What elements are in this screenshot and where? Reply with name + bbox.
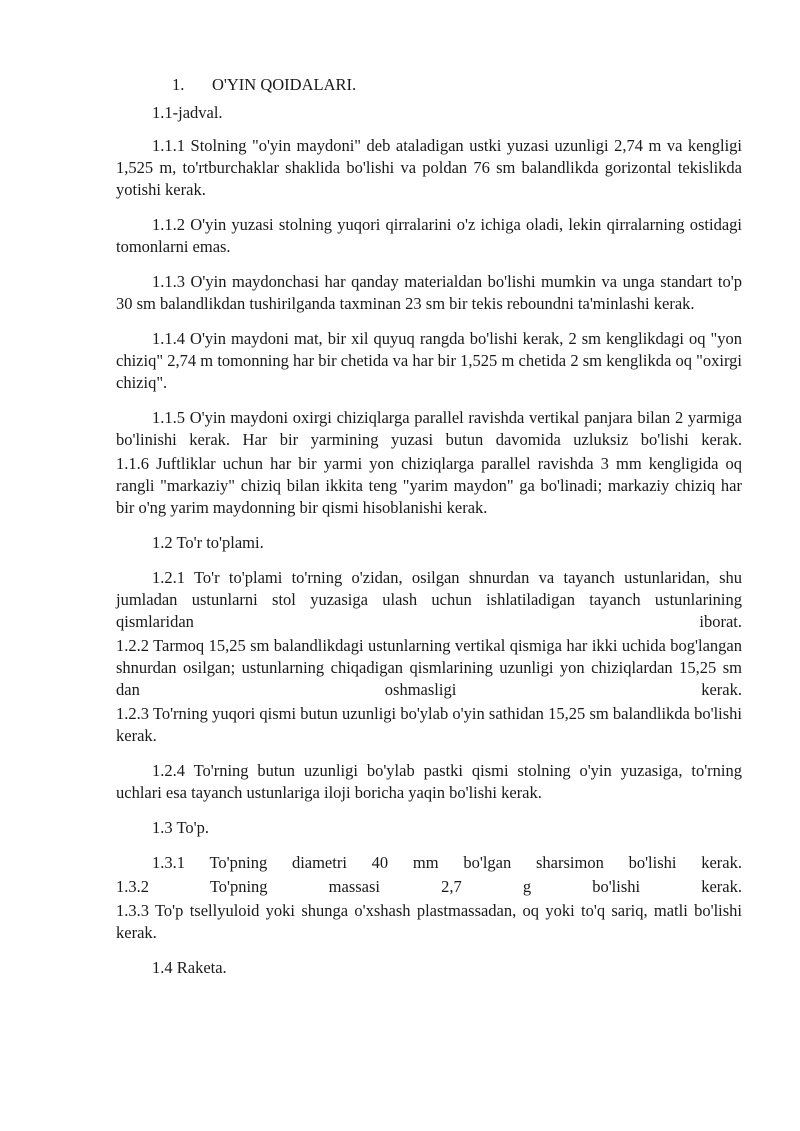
paragraph-1-2-4: 1.2.4 To'rning butun uzunligi bo'ylab pastki qismi stolning o'yin yuzasiga, to'rning uchlari esa tayanch ustunlariga iloji boricha yaqin bo'lishi kerak. [116,761,742,802]
paragraph-1-2-2: 1.2.2 Tarmoq 15,25 sm balandlikdagi ustunlarning vertikal qismiga har ikki uchida bog'langan shnurdan osilgan; ustunlarning chiqadigan qismlarining uzunligi yon chiziqlardan 15,25 sm dan oshmasligi kerak. [116,636,742,699]
paragraph-1-3-2: 1.3.2 To'pning massasi 2,7 g bo'lishi kerak. [116,877,742,896]
document-page [116,74,742,992]
subsection-heading-1-3: 1.3 To'p. [152,818,209,837]
paragraph-1-2-3: 1.2.3 To'rning yuqori qismi butun uzunligi bo'ylab o'yin sathidan 15,25 sm balandlikda bo'lishi kerak. [116,704,742,745]
section-heading [116,74,742,96]
heading-title: O'YIN QOIDALARI. [212,75,357,94]
paragraph-1-1-5: 1.1.5 O'yin maydoni oxirgi chiziqlarga parallel ravishda vertikal panjara bilan 2 yarmiga bo'linishi kerak. Har bir yarmining yuzasi butun davomida uzluksiz bo'lishi kerak. [116,408,742,449]
heading-number: 1. [172,75,185,94]
subsection-heading-1-2: 1.2 To'r to'plami. [152,533,264,552]
paragraph-1-1-3: 1.1.3 O'yin maydonchasi har qanday materialdan bo'lishi mumkin va unga standart to'p 30 sm balandlikdan tushirilganda taxminan 23 sm bir tekis reboundni ta'minlashi kerak. [116,272,742,313]
paragraph-1-1-1: 1.1.1 Stolning "o'yin maydoni" deb ataladigan ustki yuzasi uzunligi 2,74 m va kengligi 1,525 m, to'rtburchaklar shaklida bo'lishi va poldan 76 sm balandlikda gorizontal tekislikda yotishi kerak. [116,136,742,199]
paragraph-1-3-3: 1.3.3 To'p tsellyuloid yoki shunga o'xshash plastmassadan, oq yoki to'q sariq, matli bo'lishi kerak. [116,901,742,942]
paragraph-1-3-1: 1.3.1 To'pning diametri 40 mm bo'lgan sharsimon bo'lishi kerak. [152,853,742,872]
paragraph-1-1-6: 1.1.6 Juftliklar uchun har bir yarmi yon chiziqlarga parallel ravishda 3 mm kengligida oq rangli "markaziy" chiziq bilan ikkita teng "yarim maydon" ga bo'linadi; markaziy chiziq har bir o'ng yarim maydonning bir qismi hisoblanishi kerak. [116,454,742,517]
paragraph-1-1-4: 1.1.4 O'yin maydoni mat, bir xil quyuq rangda bo'lishi kerak, 2 sm kenglikdagi oq "yon chiziq" 2,74 m tomonning har bir chetida va har bir 1,525 m chetida 2 sm kenglikda oq "oxirgi chiziq". [116,329,742,392]
table-caption: 1.1-jadval. [152,103,223,122]
paragraph-1-2-1: 1.2.1 To'r to'plami to'rning o'zidan, osilgan shnurdan va tayanch ustunlaridan, shu jumladan ustunlarni stol yuzasiga ulash uchun ishlatiladigan tayanch ustunlarining qismlaridan iborat. [116,568,742,631]
paragraph-1-1-2: 1.1.2 O'yin yuzasi stolning yuqori qirralarini o'z ichiga oladi, lekin qirralarning ostidagi tomonlarni emas. [116,215,742,256]
subsection-heading-1-4: 1.4 Raketa. [152,958,227,977]
